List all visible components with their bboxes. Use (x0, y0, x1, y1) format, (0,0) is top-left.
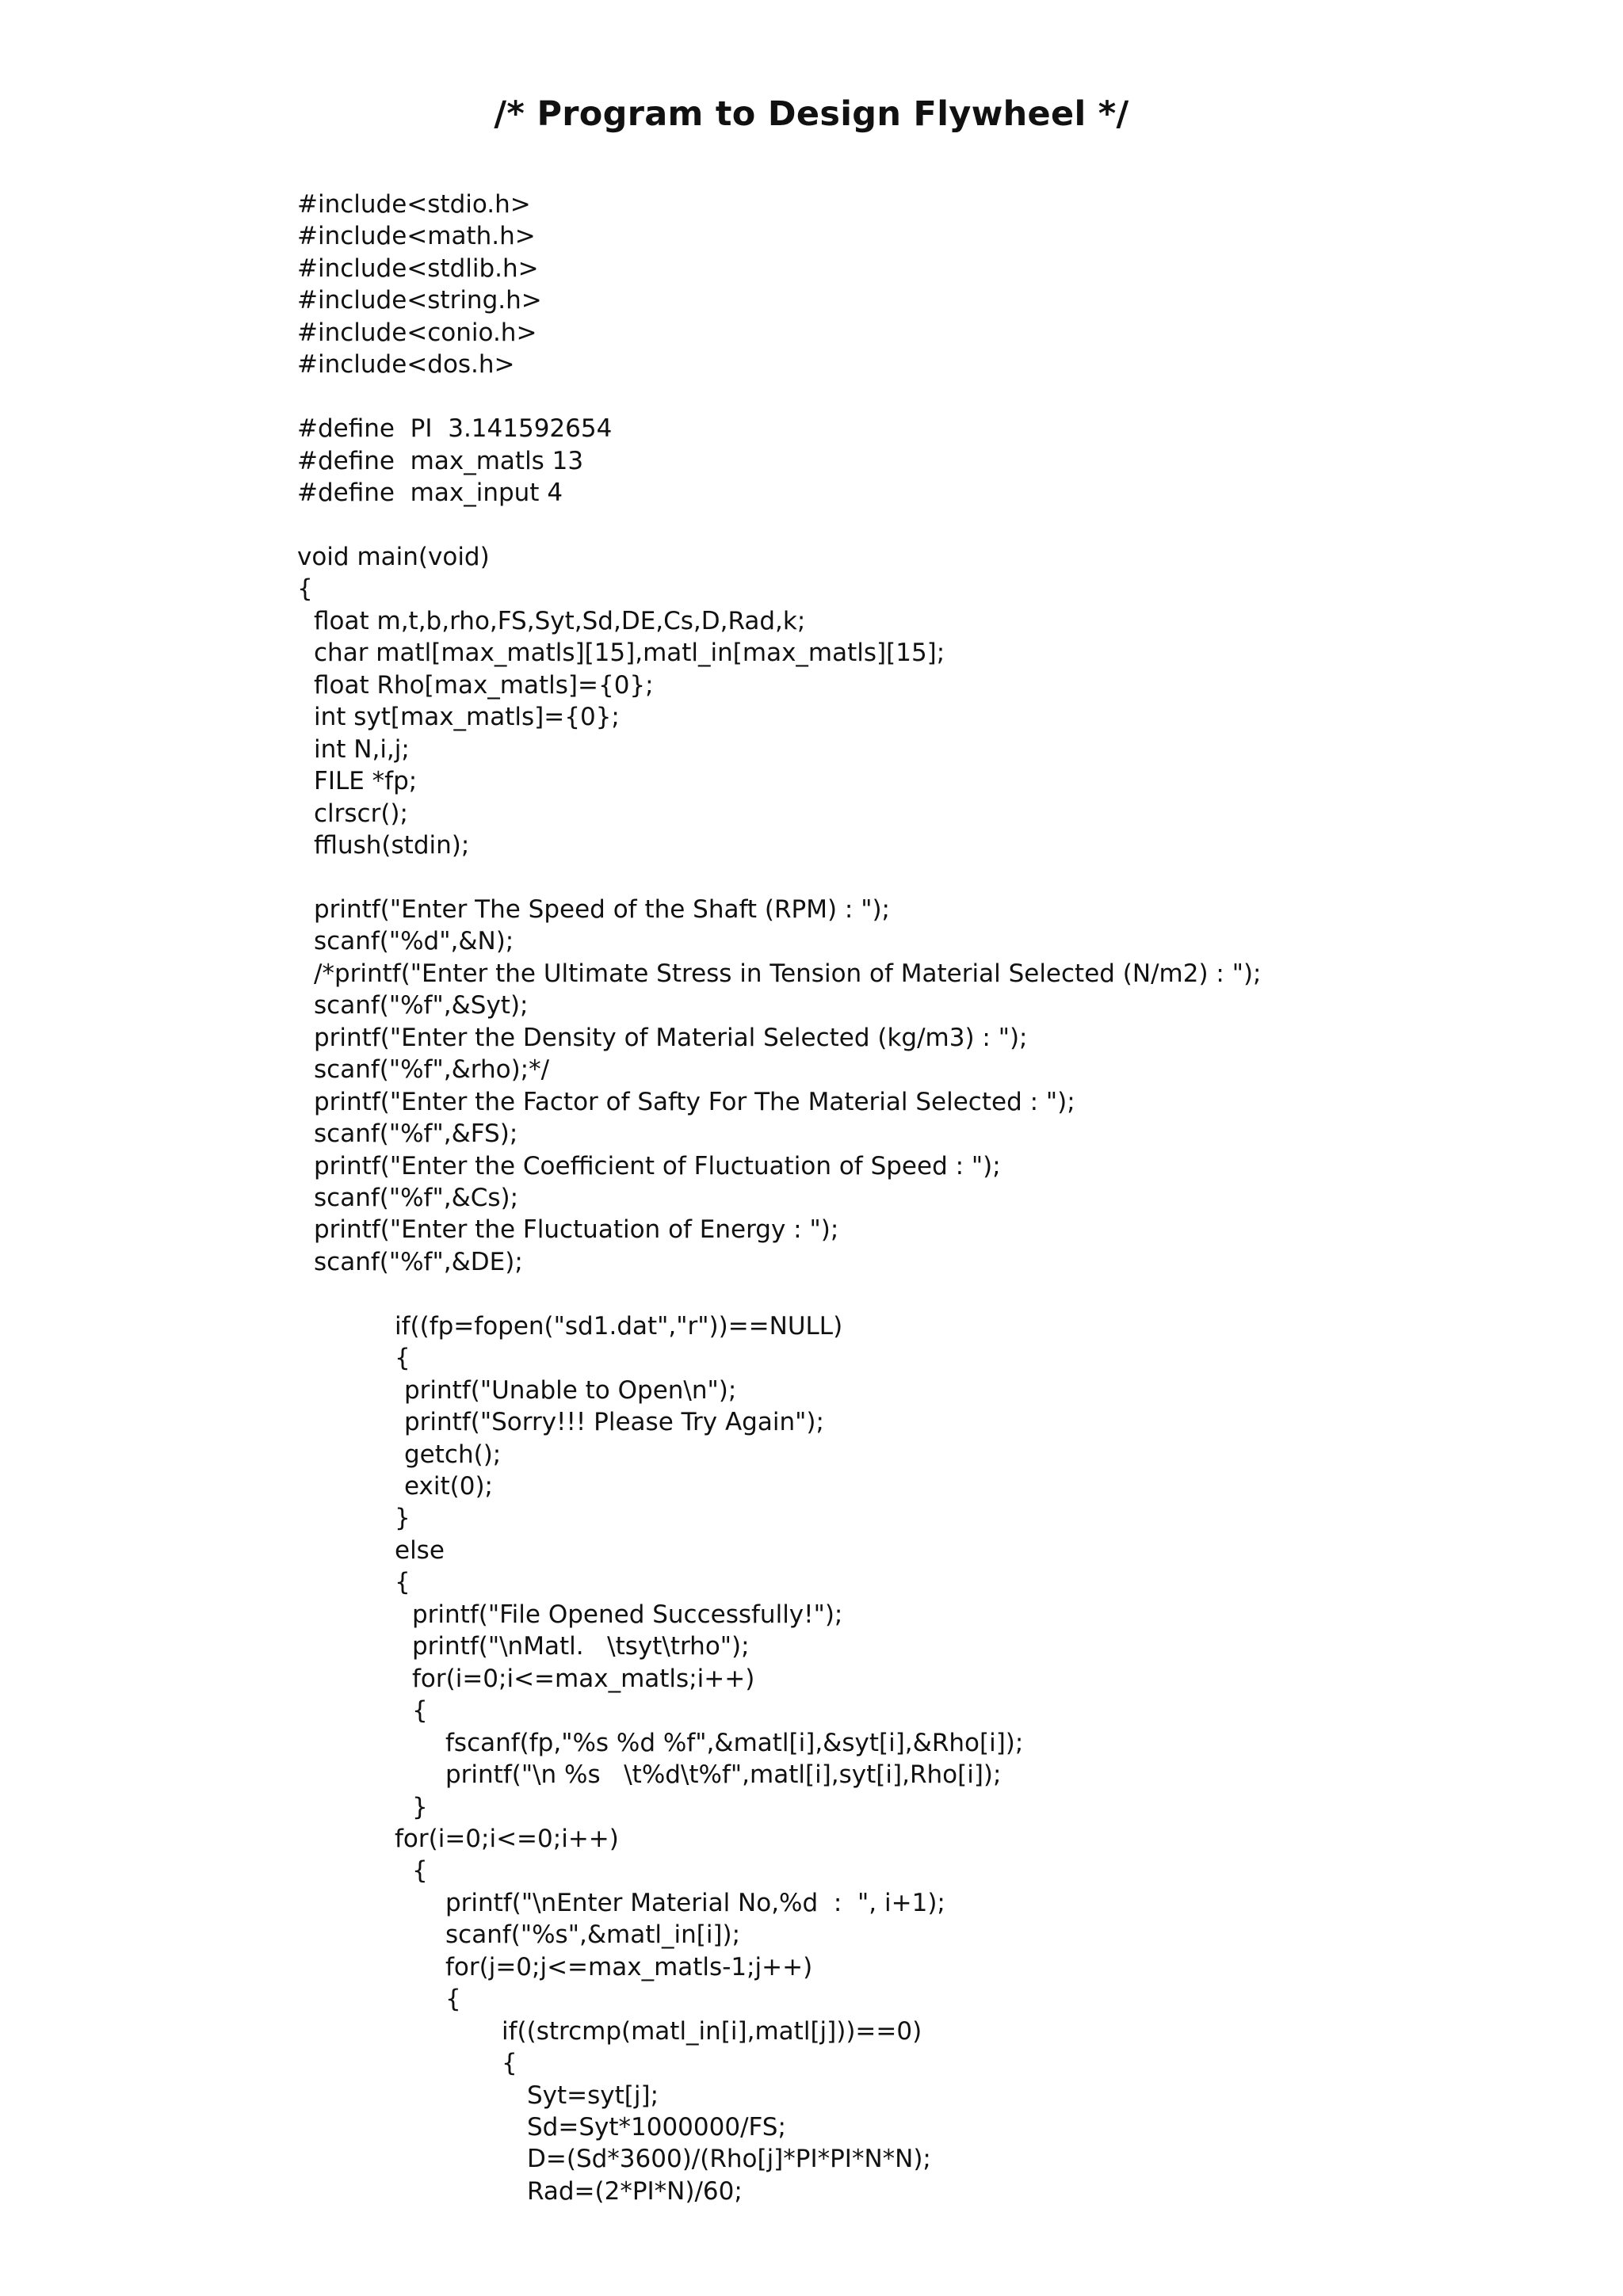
code-line: #include<dos.h> (297, 350, 515, 379)
code-line: { (502, 2049, 517, 2077)
code-line: Sd=Syt*1000000/FS; (527, 2113, 786, 2142)
code-line: /*printf("Enter the Ultimate Stress in Tension of Material Selected (N/m2) : "); (314, 959, 1262, 988)
code-line: #include<conio.h> (297, 318, 537, 347)
code-line: { (412, 1856, 428, 1885)
code-line: { (412, 1696, 428, 1725)
code-line: if((fp=fopen("sd1.dat","r"))==NULL) (395, 1312, 843, 1341)
code-line: printf("Unable to Open\n"); (404, 1376, 737, 1405)
code-line: scanf("%d",&N); (314, 927, 514, 955)
code-line: int syt[max_matls]={0}; (314, 703, 620, 731)
code-line: #define PI 3.141592654 (297, 414, 613, 443)
code-line: if((strcmp(matl_in[i],matl[j]))==0) (502, 2017, 922, 2046)
code-line: float m,t,b,rho,FS,Syt,Sd,DE,Cs,D,Rad,k; (314, 607, 806, 635)
code-line: printf("\nMatl. \tsyt\trho"); (412, 1632, 750, 1661)
code-line: scanf("%f",&DE); (314, 1248, 523, 1276)
code-line: #include<string.h> (297, 286, 542, 315)
code-line: else (395, 1536, 445, 1565)
code-line: void main(void) (297, 543, 490, 571)
code-line: #include<math.h> (297, 222, 536, 250)
code-line: { (297, 574, 313, 603)
code-line: fscanf(fp,"%s %d %f",&matl[i],&syt[i],&Rho[i]); (445, 1729, 1024, 1757)
code-line: D=(Sd*3600)/(Rho[j]*PI*PI*N*N); (527, 2145, 931, 2173)
code-line: exit(0); (404, 1472, 493, 1501)
code-line: } (412, 1793, 428, 1821)
code-line: char matl[max_matls][15],matl_in[max_matls][15]; (314, 639, 945, 667)
code-line: scanf("%f",&rho);*/ (314, 1055, 550, 1084)
code-line: scanf("%f",&Syt); (314, 991, 529, 1020)
code-line: int N,i,j; (314, 735, 410, 764)
code-line: } (395, 1504, 411, 1532)
code-line: #define max_input 4 (297, 479, 563, 507)
code-line: float Rho[max_matls]={0}; (314, 671, 654, 700)
code-line: scanf("%f",&Cs); (314, 1184, 519, 1212)
code-line: { (445, 1985, 461, 2013)
code-line: #include<stdio.h> (297, 190, 531, 219)
code-line: printf("Enter the Coefficient of Fluctuation of Speed : "); (314, 1152, 1001, 1180)
code-line: printf("\n %s \t%d\t%f",matl[i],syt[i],Rho[i]); (445, 1760, 1002, 1789)
code-line: { (395, 1344, 411, 1372)
code-line: FILE *fp; (314, 767, 418, 795)
code-line: printf("Enter the Density of Material Selected (kg/m3) : "); (314, 1024, 1028, 1052)
code-line: clrscr(); (314, 799, 408, 828)
code-line: Rad=(2*PI*N)/60; (527, 2177, 743, 2206)
code-line: printf("Enter the Fluctuation of Energy : "); (314, 1215, 839, 1244)
code-line: printf("Enter the Factor of Safty For The Material Selected : "); (314, 1088, 1075, 1116)
code-line: Syt=syt[j]; (527, 2081, 659, 2110)
code-line: scanf("%f",&FS); (314, 1119, 518, 1148)
code-line: fflush(stdin); (314, 831, 470, 860)
code-line: printf("File Opened Successfully!"); (412, 1600, 843, 1629)
code-line: printf("Sorry!!! Please Try Again"); (404, 1408, 824, 1436)
code-line: { (395, 1568, 411, 1596)
code-line: for(i=0;i<=0;i++) (395, 1825, 619, 1853)
code-line: scanf("%s",&matl_in[i]); (445, 1920, 741, 1949)
page-title: /* Program to Design Flywheel */ (494, 94, 1129, 134)
code-line: printf("Enter The Speed of the Shaft (RPM) : "); (314, 895, 890, 924)
code-line: printf("\nEnter Material No,%d : ", i+1); (445, 1889, 945, 1917)
code-line: for(i=0;i<=max_matls;i++) (412, 1665, 755, 1693)
code-line: #define max_matls 13 (297, 447, 584, 475)
code-line: #include<stdlib.h> (297, 254, 539, 283)
code-line: getch(); (404, 1440, 502, 1469)
code-line: for(j=0;j<=max_matls-1;j++) (445, 1953, 813, 1981)
